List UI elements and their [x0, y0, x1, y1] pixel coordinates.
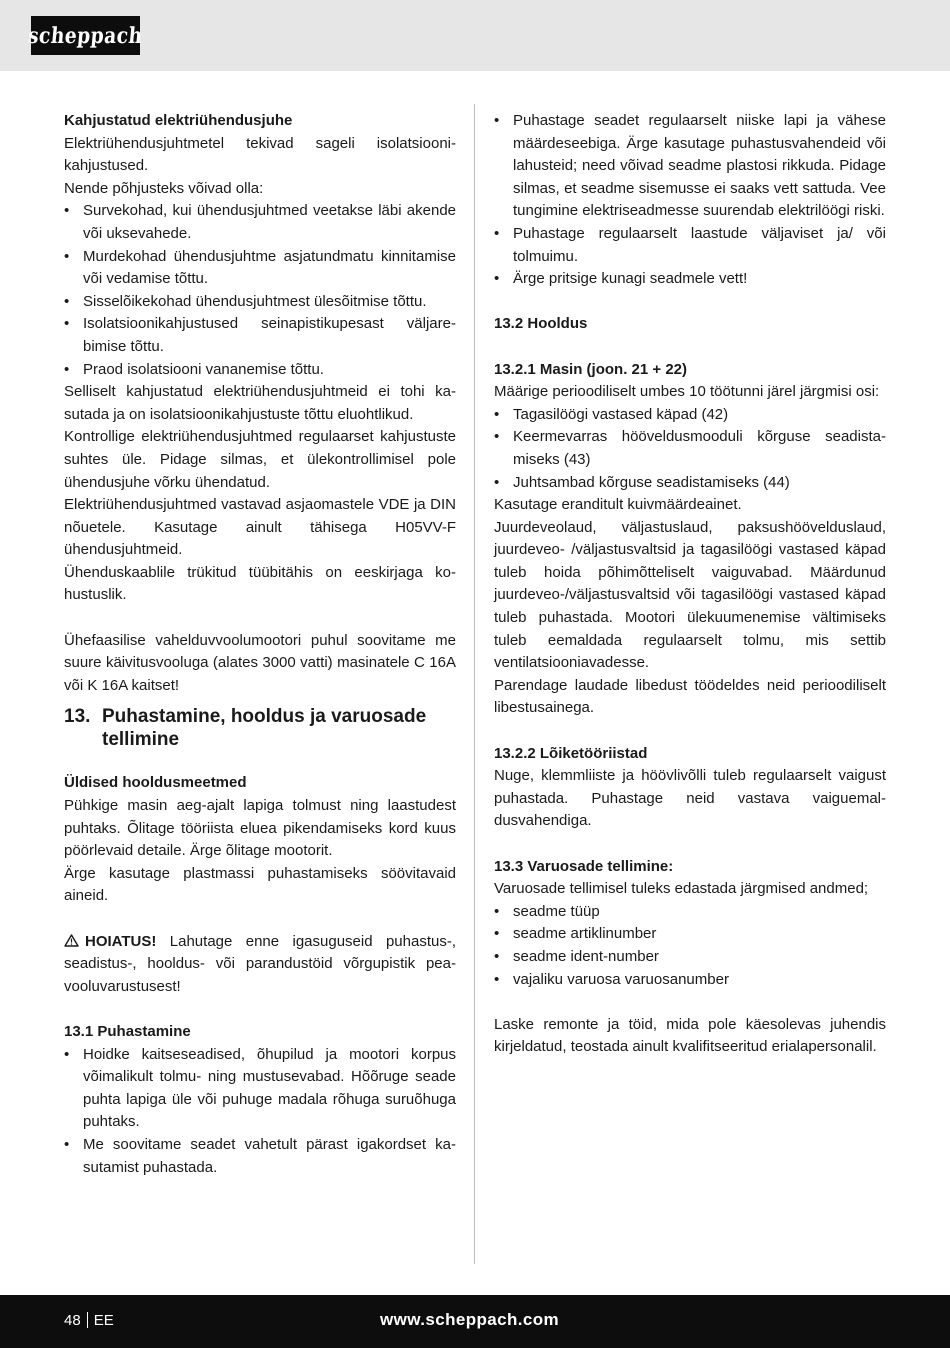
- warning-text: Lahutage enne igasuguseid puhastus-, seadistus-, hooldus- või parandustöid võrgupistik peavooluvarustusest!: [64, 932, 456, 995]
- cleaning-list-continued: [494, 110, 886, 291]
- section-title: Puhastamine, hooldus ja varuosade tellimine: [102, 706, 427, 751]
- list-item: • Keermevarras hööveldusmooduli kõrguse seadistamiseks (43): [494, 426, 886, 471]
- rollers-note: Juurdeveolaud, väljastuslaud, paksushöövelduslaud, juurdeveo- /väljastusvaltsid ja tagasilöögi vastased käpad tuleb hoida põhimõtteliselt vaiguvabad. Määrdunud juurdeveo-/väljastusvaltsid või tagasilöögi vastased käpad tuleb puhastada. Mootori ülekuumenemise vältimiseks tuleb eemaldada regulaarselt tolmu, mis settib ventilatsiooniavadesse.: [494, 518, 886, 672]
- list-item: • Sisselõikekohad ühendusjuhtmest ülesõitmise tõttu.: [64, 291, 456, 314]
- brand-logo: [27, 16, 144, 55]
- machine-list: [494, 404, 886, 494]
- damaged-note: Selliselt kahjustatud elektriühendusjuhtmeid ei tohi kasutada ja on isolatsioonikahjustuste tõttu eluohtlikud.: [64, 383, 456, 423]
- spare-list: [494, 901, 886, 991]
- planing-note: Parendage laudade libedust töödeldes neid perioodiliselt libestusainega.: [494, 676, 886, 717]
- plastic-note: Ärge kasutage plastmassi puhastamiseks söövitavaid aineid.: [64, 864, 456, 905]
- list-item: • Hoidke kaitseseadised, õhupilud ja mootori korpus võimalikult tolmu- ning mustusevabad. Hõõruge seade puhta lapiga üle või puhuge madala rõhuga suruõhuga puhtaks.: [64, 1044, 456, 1134]
- check-note: Kontrollige elektriühendusjuhtmed regulaarset kahjustuste suhtes üle. Pidage silmas, et ülekontrollimisel pole ühendusjuhe võrku ühendatud.: [64, 428, 456, 491]
- spare-intro: Varuosade tellimisel tuleks edastada järgmised andmed;: [494, 880, 869, 898]
- page-footer: [0, 1295, 950, 1348]
- motor-note: Ühefaasilise vahelduvvoolumootori puhul soovitame me suure käivitusvooluga (alates 3000 vatti) masinatele C 16A või K 16A kaitset!: [64, 631, 456, 694]
- column-divider: [474, 104, 475, 1264]
- right-column: [494, 110, 886, 1059]
- spare-title: 13.3 Varuosade tellimine:: [494, 857, 674, 875]
- maintenance-title: 13.2 Hooldus: [494, 315, 588, 333]
- lubricant-note: Kasutage eranditult kuivmäärdeainet.: [494, 496, 742, 514]
- list-item: • Isolatsioonikahjustused seinapistikupesast väljarebimise tõttu.: [64, 313, 456, 358]
- page-number: 48: [64, 1312, 81, 1329]
- left-column: [64, 110, 456, 1179]
- causes-list: [64, 200, 456, 381]
- cleaning-title: 13.1 Puhastamine: [64, 1022, 191, 1040]
- machine-intro: Määrige perioodiliselt umbes 10 töötunni järel järgmisi osi:: [494, 383, 880, 401]
- repairs-note: Laske remonte ja töid, mida pole käesolevas juhendis kirjeldatud, teostada ainult kvalifitseeritud erialapersonalil.: [494, 1015, 886, 1056]
- general-text: Pühkige masin aeg-ajalt lapiga tolmust ning laastudest puhtaks. Õlitage tööriista eluea pikendamiseks kord kuus pöörlevaid detaile. Ärge õlitage mootorit.: [64, 797, 456, 860]
- website-link[interactable]: www.scheppach.com: [380, 1310, 560, 1329]
- warning-paragraph: [64, 931, 456, 999]
- tools-title: 13.2.2 Lõiketööriistad: [494, 744, 648, 762]
- warning-label: HOIATUS!: [85, 932, 157, 950]
- page-separator: [87, 1312, 88, 1328]
- list-item: • Juhtsambad kõrguse seadistamiseks (44): [494, 472, 886, 495]
- list-item: • Puhastage regulaarselt laastude väljaviset ja/ või tolmuimu.: [494, 223, 886, 268]
- list-item: • Murdekohad ühendusjuhtme asjatundmatu kinnitamise või vedamise tõttu.: [64, 246, 456, 291]
- section-heading: [64, 705, 456, 751]
- list-item: • Me soovitame seadet vahetult pärast igakordset kasutamist puhastada.: [64, 1134, 456, 1179]
- label-note: Ühenduskaablile trükitud tüübitähis on eeskirjaga kohustuslik.: [64, 563, 456, 604]
- section-number: 13.: [64, 706, 91, 728]
- list-item: • Ärge pritsige kunagi seadmele vett!: [494, 268, 886, 291]
- language-code: EE: [93, 1312, 114, 1329]
- brand-logo-text: scheppach: [27, 22, 144, 49]
- warning-triangle-icon: [64, 934, 79, 947]
- causes-intro: Nende põhjusteks võivad olla:: [64, 179, 264, 197]
- list-item: • Puhastage seadet regulaarselt niiske lapi ja vähese määrdeseebiga. Ärge kasutage puhastusvahendeid või lahusteid; need võivad seadme plastosi rikkuda. Pidage silmas, et seadme sisemusse ei saaks vett sattuda. Vee tungimine elektriseadmesse suurendab elektrilöögi riski.: [494, 110, 886, 223]
- cleaning-list: [64, 1044, 456, 1180]
- damaged-cable-intro: Elektriühendusjuhtmetel tekivad sageli isolatsioonikahjustused.: [64, 134, 456, 175]
- vde-note: Elektriühendusjuhtmed vastavad asjaomastele VDE ja DIN nõuetele. Kasutage ainult tähisega H05VV-F ühendusjuhtmeid.: [64, 496, 456, 559]
- list-item: • Praod isolatsiooni vananemise tõttu.: [64, 359, 456, 382]
- page-header: [0, 0, 950, 71]
- tools-text: Nuge, klemmliiste ja höövlivõlli tuleb regulaarselt vaigust puhastada. Puhastage neid vastava vaiguemaldusvahendiga.: [494, 767, 886, 830]
- general-title: Üldised hooldusmeetmed: [64, 774, 247, 792]
- list-item: • Survekohad, kui ühendusjuhtmed veetakse läbi akende või uksevahede.: [64, 200, 456, 245]
- list-item: • seadme ident-number: [494, 946, 886, 969]
- damaged-cable-title: Kahjustatud elektriühendusjuhe: [64, 112, 293, 129]
- list-item: • Tagasilöögi vastased käpad (42): [494, 404, 886, 427]
- list-item: • vajaliku varuosa varuosanumber: [494, 969, 886, 992]
- list-item: • seadme artiklinumber: [494, 923, 886, 946]
- machine-title: 13.2.1 Masin (joon. 21 + 22): [494, 360, 687, 378]
- list-item: • seadme tüüp: [494, 901, 886, 924]
- page-indicator: [64, 1312, 114, 1330]
